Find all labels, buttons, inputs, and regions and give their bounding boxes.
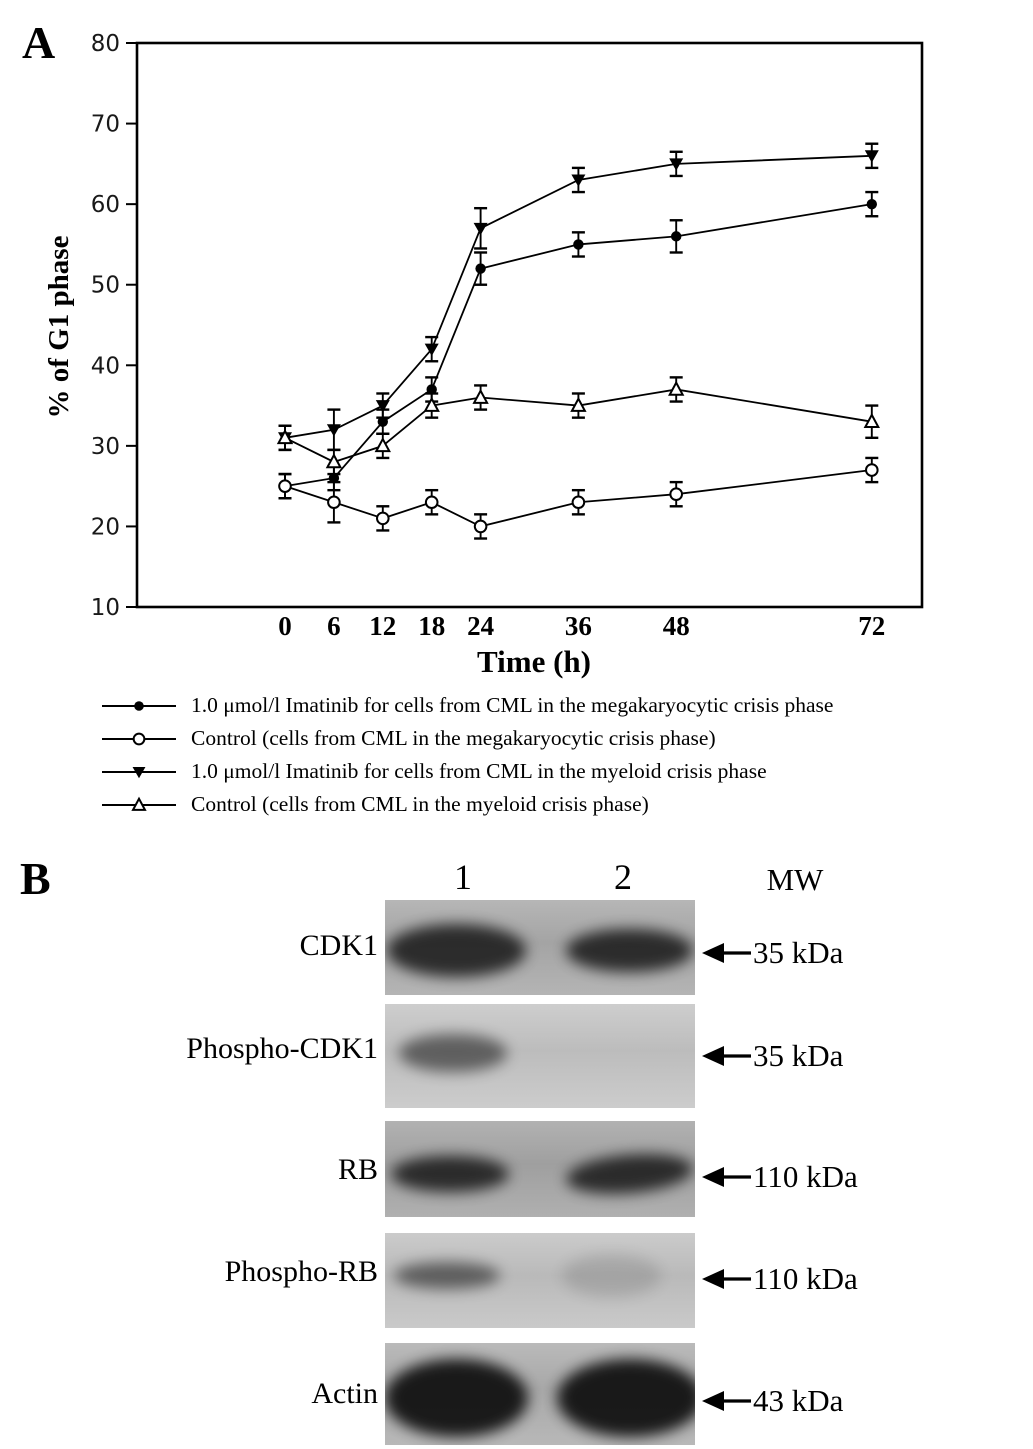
plot-area-border	[137, 43, 922, 607]
lane-1-header: 1	[454, 857, 472, 897]
legend-item	[100, 694, 833, 717]
x-axis-title: Time (h)	[477, 644, 591, 679]
legend-marker-open-triangle-up	[100, 794, 178, 816]
western-blot-image	[385, 1343, 695, 1445]
legend-marker-open-circle	[100, 728, 178, 750]
mw-value: 35 kDa	[753, 935, 844, 971]
molecular-weight-annotation	[701, 1261, 858, 1297]
y-tick-label: 50	[90, 272, 120, 299]
x-tick-label: 18	[418, 611, 446, 641]
legend-item	[100, 793, 833, 816]
legend-item	[100, 760, 833, 783]
open-circle-marker	[377, 513, 389, 525]
y-tick-label: 30	[90, 433, 120, 460]
y-tick-label: 80	[90, 31, 120, 58]
mw-value: 35 kDa	[753, 1037, 844, 1073]
panel-b-label: B	[20, 853, 51, 904]
open-circle-marker	[475, 521, 487, 533]
mw-value: 43 kDa	[753, 1383, 844, 1419]
x-tick-label: 0	[278, 611, 292, 641]
open-circle-marker	[279, 480, 291, 492]
g1-phase-line-chart	[0, 0, 1033, 690]
filled-circle-marker	[134, 701, 144, 711]
open-circle-marker	[670, 488, 682, 500]
blot-row-cdk1	[0, 900, 1033, 995]
mw-column-header: MW	[766, 862, 824, 897]
blot-row-rb	[0, 1121, 1033, 1217]
protein-label: Actin	[311, 1377, 378, 1411]
open-circle-marker	[426, 496, 438, 508]
protein-label: Phospho-RB	[224, 1254, 378, 1288]
molecular-weight-annotation	[701, 935, 843, 971]
y-tick-label: 70	[90, 111, 120, 138]
y-tick-label: 40	[90, 353, 120, 380]
protein-band-lane-1	[391, 1156, 509, 1192]
protein-band-lane-2	[565, 1149, 695, 1198]
chart-legend	[100, 694, 833, 816]
filled-circle-marker	[427, 384, 437, 394]
legend-label: Control (cells from CML in the myeloid crisis phase)	[191, 792, 649, 816]
protein-band-lane-1	[394, 1262, 499, 1289]
protein-label: RB	[337, 1152, 378, 1186]
legend-marker-filled-circle	[100, 695, 178, 717]
blot-row-actin	[0, 1343, 1033, 1445]
protein-band-lane-1	[387, 924, 527, 977]
western-blot-image	[385, 1004, 695, 1108]
panel-a-label: A	[22, 17, 56, 68]
filled-triangle-down-marker	[474, 223, 488, 235]
blot-row-phospho-cdk1	[0, 1004, 1033, 1108]
filled-triangle-down-marker	[571, 174, 585, 186]
y-tick-label: 20	[90, 514, 120, 541]
protein-band-lane-2	[562, 1254, 661, 1297]
left-arrow-icon	[701, 1388, 751, 1414]
western-blot-image	[385, 1121, 695, 1217]
y-tick-label: 10	[90, 595, 120, 621]
left-arrow-icon	[701, 1266, 751, 1292]
open-triangle-up-marker	[376, 439, 389, 451]
legend-label: Control (cells from CML in the megakaryocytic crisis phase)	[191, 726, 716, 750]
molecular-weight-annotation	[701, 1159, 858, 1195]
legend-item	[100, 727, 833, 750]
filled-circle-marker	[475, 263, 485, 273]
y-axis-title: % of G1 phase	[43, 235, 75, 419]
x-tick-label: 36	[564, 611, 592, 641]
left-arrow-icon	[701, 940, 751, 966]
left-arrow-icon	[701, 1043, 751, 1069]
open-circle-marker	[134, 733, 145, 744]
protein-band-lane-1	[399, 1034, 508, 1071]
filled-circle-marker	[671, 231, 681, 241]
mw-value: 110 kDa	[753, 1260, 858, 1296]
protein-label: CDK1	[299, 929, 378, 963]
filled-circle-marker	[378, 416, 388, 426]
legend-marker-filled-triangle-down	[100, 761, 178, 783]
lane-2-header: 2	[614, 857, 632, 897]
protein-band-lane-1	[385, 1359, 528, 1437]
molecular-weight-annotation	[701, 1038, 843, 1074]
blot-row-phospho-rb	[0, 1233, 1033, 1328]
protein-label: Phospho-CDK1	[186, 1031, 378, 1065]
x-tick-label: 24	[467, 611, 495, 641]
western-blot-image	[385, 1233, 695, 1328]
open-triangle-up-marker	[474, 391, 487, 403]
y-tick-label: 60	[90, 192, 120, 219]
open-triangle-up-marker	[670, 383, 683, 395]
open-circle-marker	[573, 496, 585, 508]
molecular-weight-annotation	[701, 1383, 843, 1419]
mw-value: 110 kDa	[753, 1158, 858, 1194]
protein-band-lane-2	[557, 1359, 695, 1437]
filled-circle-marker	[329, 473, 339, 483]
filled-circle-marker	[573, 239, 583, 249]
open-circle-marker	[866, 464, 878, 476]
x-tick-label: 48	[662, 611, 690, 641]
x-tick-label: 72	[858, 611, 886, 641]
x-tick-label: 12	[369, 611, 397, 641]
open-circle-marker	[328, 496, 340, 508]
left-arrow-icon	[701, 1164, 751, 1190]
legend-label: 1.0 μmol/l Imatinib for cells from CML in the megakaryocytic crisis phase	[191, 693, 834, 717]
filled-circle-marker	[867, 199, 877, 209]
x-tick-label: 6	[327, 611, 341, 641]
protein-band-lane-2	[566, 929, 693, 973]
legend-label: 1.0 μmol/l Imatinib for cells from CML in the myeloid crisis phase	[191, 759, 767, 783]
western-blot-image	[385, 900, 695, 995]
